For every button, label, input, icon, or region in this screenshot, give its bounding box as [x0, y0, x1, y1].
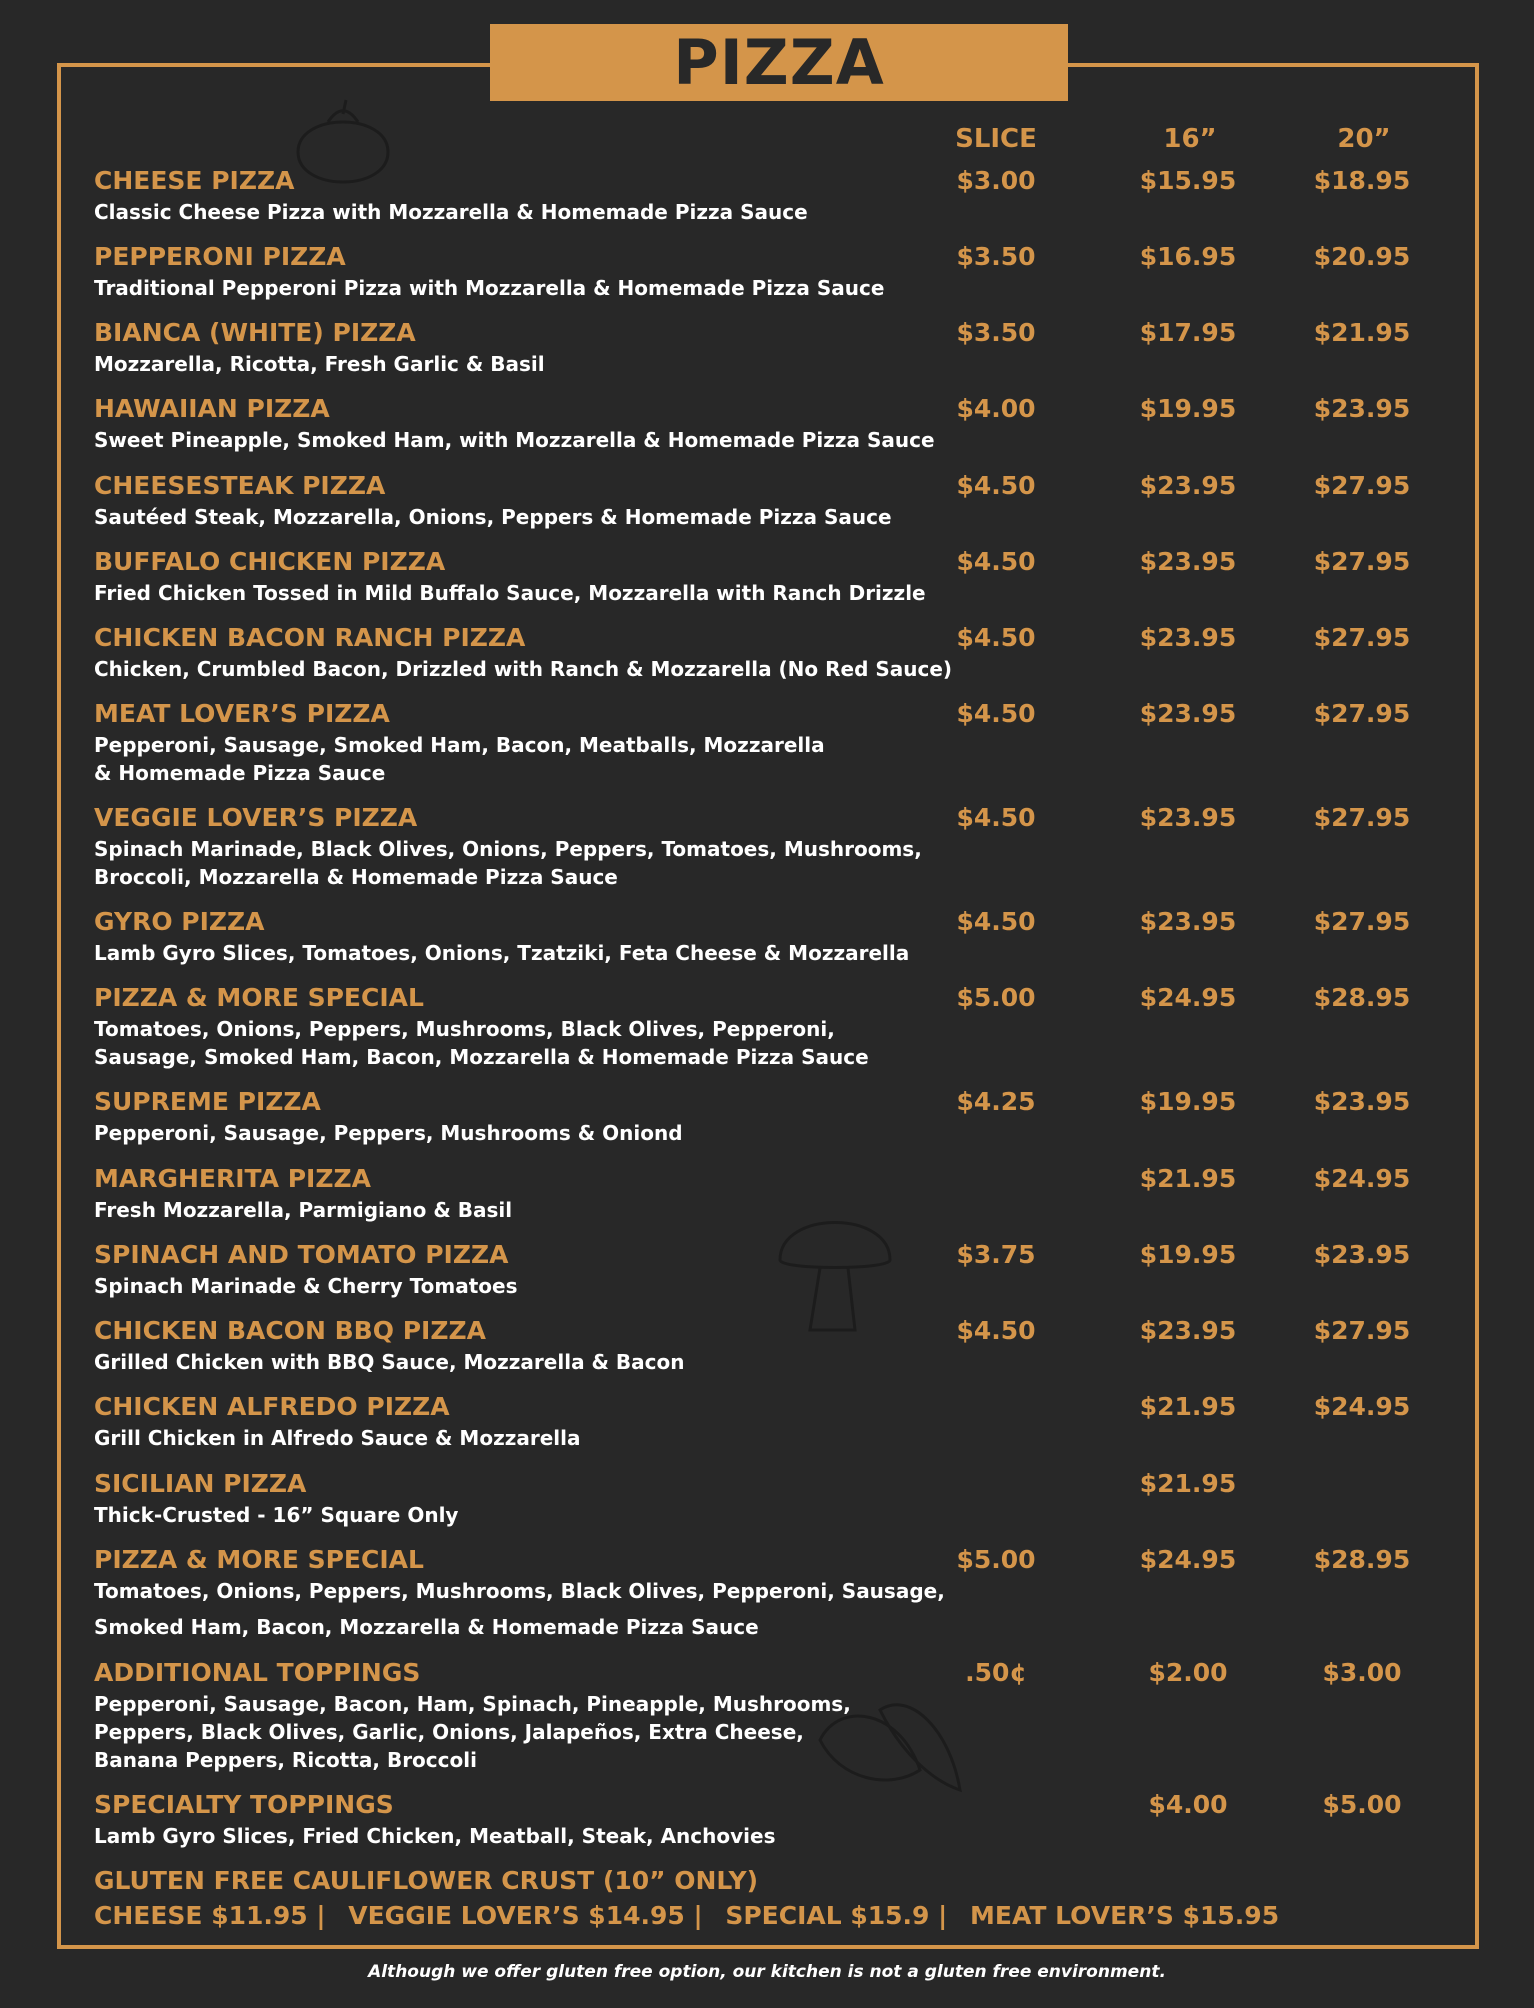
price-16: $19.95 — [1139, 1087, 1237, 1116]
menu-item — [94, 545, 1474, 607]
menu-item — [94, 1390, 1474, 1452]
item-description: Sautéed Steak, Mozzarella, Onions, Peppers & Homemade Pizza Sauce — [94, 505, 892, 529]
price-20: $18.95 — [1313, 166, 1411, 195]
menu-item — [94, 801, 1474, 891]
item-description: Banana Peppers, Ricotta, Broccoli — [94, 1748, 477, 1772]
price-16: $24.95 — [1139, 983, 1237, 1012]
item-name: SPINACH AND TOMATO PIZZA — [94, 1240, 509, 1269]
price-16: $23.95 — [1139, 471, 1237, 500]
price-16: $19.95 — [1139, 394, 1237, 423]
price-16: $23.95 — [1139, 907, 1237, 936]
price-20: $24.95 — [1313, 1392, 1411, 1421]
price-20: $5.00 — [1322, 1790, 1402, 1819]
price-20: $27.95 — [1313, 803, 1411, 832]
price-20: $23.95 — [1313, 1087, 1411, 1116]
item-description: Chicken, Crumbled Bacon, Drizzled with Ranch & Mozzarella (No Red Sauce) — [94, 657, 953, 681]
item-description: Peppers, Black Olives, Garlic, Onions, Jalapeños, Extra Cheese, — [94, 1720, 804, 1744]
price-slice: $4.50 — [956, 547, 1036, 576]
menu-item — [94, 316, 1474, 378]
price-slice: $3.50 — [956, 318, 1036, 347]
item-name: BUFFALO CHICKEN PIZZA — [94, 547, 446, 576]
price-slice: $5.00 — [956, 983, 1036, 1012]
price-20: $23.95 — [1313, 394, 1411, 423]
item-description: Mozzarella, Ricotta, Fresh Garlic & Basil — [94, 352, 545, 376]
item-description: Traditional Pepperoni Pizza with Mozzarella & Homemade Pizza Sauce — [94, 276, 885, 300]
menu-item — [94, 1656, 1474, 1774]
item-name: CHICKEN ALFREDO PIZZA — [94, 1392, 450, 1421]
item-name: SICILIAN PIZZA — [94, 1469, 307, 1498]
price-20: $27.95 — [1313, 547, 1411, 576]
item-description: Tomatoes, Onions, Peppers, Mushrooms, Black Olives, Pepperoni, — [94, 1017, 835, 1041]
gluten-free-title: GLUTEN FREE CAULIFLOWER CRUST (10” ONLY) — [94, 1866, 758, 1895]
menu-item — [94, 1238, 1474, 1300]
price-slice: .50¢ — [965, 1658, 1027, 1687]
column-header-20: 20” — [1337, 124, 1391, 154]
menu-item — [94, 905, 1474, 967]
item-description: Spinach Marinade & Cherry Tomatoes — [94, 1274, 518, 1298]
item-name: CHEESE PIZZA — [94, 166, 295, 195]
gluten-free-options — [94, 1899, 1293, 1933]
menu-item — [94, 1788, 1474, 1850]
item-name: GYRO PIZZA — [94, 907, 265, 936]
item-description: Pepperoni, Sausage, Bacon, Ham, Spinach, Pineapple, Mushrooms, — [94, 1692, 851, 1716]
menu-item — [94, 164, 1474, 226]
menu-item — [94, 981, 1474, 1071]
title-banner — [490, 24, 1068, 101]
price-16: $16.95 — [1139, 242, 1237, 271]
price-20: $27.95 — [1313, 907, 1411, 936]
menu-item — [94, 392, 1474, 454]
menu-item — [94, 1314, 1474, 1376]
item-description: Pepperoni, Sausage, Smoked Ham, Bacon, Meatballs, Mozzarella — [94, 733, 825, 757]
price-16: $2.00 — [1148, 1658, 1228, 1687]
item-name: ADDITIONAL TOPPINGS — [94, 1658, 421, 1687]
price-16: $19.95 — [1139, 1240, 1237, 1269]
item-name: CHICKEN BACON RANCH PIZZA — [94, 623, 526, 652]
menu-item — [94, 469, 1474, 531]
menu-item — [94, 1543, 1474, 1641]
item-description: Fresh Mozzarella, Parmigiano & Basil — [94, 1198, 513, 1222]
price-slice: $4.50 — [956, 1316, 1036, 1345]
item-description: Smoked Ham, Bacon, Mozzarella & Homemade Pizza Sauce — [94, 1615, 759, 1639]
item-description: Broccoli, Mozzarella & Homemade Pizza Sauce — [94, 865, 618, 889]
item-description: Fried Chicken Tossed in Mild Buffalo Sauce, Mozzarella with Ranch Drizzle — [94, 581, 926, 605]
price-16: $21.95 — [1139, 1469, 1237, 1498]
price-20: $27.95 — [1313, 623, 1411, 652]
item-description: Lamb Gyro Slices, Fried Chicken, Meatball, Steak, Anchovies — [94, 1824, 776, 1848]
price-20: $21.95 — [1313, 318, 1411, 347]
item-name: SUPREME PIZZA — [94, 1087, 321, 1116]
price-slice: $4.50 — [956, 623, 1036, 652]
item-name: BIANCA (WHITE) PIZZA — [94, 318, 416, 347]
price-20: $3.00 — [1322, 1658, 1402, 1687]
menu-item — [94, 697, 1474, 787]
column-header-16: 16” — [1163, 124, 1217, 154]
price-20: $20.95 — [1313, 242, 1411, 271]
item-name: CHEESESTEAK PIZZA — [94, 471, 386, 500]
price-20: $28.95 — [1313, 983, 1411, 1012]
price-16: $21.95 — [1139, 1164, 1237, 1193]
item-description: Sweet Pineapple, Smoked Ham, with Mozzarella & Homemade Pizza Sauce — [94, 428, 935, 452]
price-16: $23.95 — [1139, 1316, 1237, 1345]
price-16: $23.95 — [1139, 547, 1237, 576]
item-description: Tomatoes, Onions, Peppers, Mushrooms, Black Olives, Pepperoni, Sausage, — [94, 1579, 945, 1603]
price-16: $4.00 — [1148, 1790, 1228, 1819]
gluten-free-disclaimer: Although we offer gluten free option, our kitchen is not a gluten free environment. — [368, 1962, 1166, 1982]
price-slice: $3.00 — [956, 166, 1036, 195]
item-name: VEGGIE LOVER’S PIZZA — [94, 803, 418, 832]
item-name: PIZZA & MORE SPECIAL — [94, 1545, 424, 1574]
item-description: Lamb Gyro Slices, Tomatoes, Onions, Tzatziki, Feta Cheese & Mozzarella — [94, 941, 910, 965]
price-20: $24.95 — [1313, 1164, 1411, 1193]
item-description: Spinach Marinade, Black Olives, Onions, Peppers, Tomatoes, Mushrooms, — [94, 837, 922, 861]
price-20: $28.95 — [1313, 1545, 1411, 1574]
item-description: Classic Cheese Pizza with Mozzarella & Homemade Pizza Sauce — [94, 200, 808, 224]
menu-item — [94, 1085, 1474, 1147]
item-name: SPECIALTY TOPPINGS — [94, 1790, 394, 1819]
menu-item — [94, 1467, 1474, 1529]
menu-item — [94, 240, 1474, 302]
price-slice: $4.50 — [956, 471, 1036, 500]
price-16: $21.95 — [1139, 1392, 1237, 1421]
item-description: Sausage, Smoked Ham, Bacon, Mozzarella & Homemade Pizza Sauce — [94, 1045, 869, 1069]
price-slice: $4.50 — [956, 803, 1036, 832]
price-20: $27.95 — [1313, 471, 1411, 500]
menu-item — [94, 1162, 1474, 1224]
item-description: & Homemade Pizza Sauce — [94, 761, 386, 785]
price-16: $23.95 — [1139, 803, 1237, 832]
column-header-slice: SLICE — [955, 124, 1037, 154]
gluten-free-option: CHEESE $11.95 | — [94, 1901, 326, 1930]
item-name: HAWAIIAN PIZZA — [94, 394, 330, 423]
item-description: Pepperoni, Sausage, Peppers, Mushrooms & Oniond — [94, 1121, 683, 1145]
price-16: $15.95 — [1139, 166, 1237, 195]
price-slice: $4.50 — [956, 699, 1036, 728]
price-slice: $4.25 — [956, 1087, 1036, 1116]
price-20: $23.95 — [1313, 1240, 1411, 1269]
price-slice: $3.75 — [956, 1240, 1036, 1269]
price-16: $23.95 — [1139, 623, 1237, 652]
item-description: Grill Chicken in Alfredo Sauce & Mozzarella — [94, 1426, 581, 1450]
price-16: $23.95 — [1139, 699, 1237, 728]
price-slice: $5.00 — [956, 1545, 1036, 1574]
item-name: PIZZA & MORE SPECIAL — [94, 983, 424, 1012]
price-20: $27.95 — [1313, 1316, 1411, 1345]
price-20: $27.95 — [1313, 699, 1411, 728]
gluten-free-option: VEGGIE LOVER’S $14.95 | — [348, 1901, 703, 1930]
price-slice: $4.50 — [956, 907, 1036, 936]
price-slice: $4.00 — [956, 394, 1036, 423]
item-name: PEPPERONI PIZZA — [94, 242, 346, 271]
gluten-free-option: SPECIAL $15.9 | — [725, 1901, 948, 1930]
price-slice: $3.50 — [956, 242, 1036, 271]
item-name: MARGHERITA PIZZA — [94, 1164, 371, 1193]
item-name: CHICKEN BACON BBQ PIZZA — [94, 1316, 486, 1345]
price-16: $24.95 — [1139, 1545, 1237, 1574]
item-description: Thick-Crusted - 16” Square Only — [94, 1503, 459, 1527]
gluten-free-option: MEAT LOVER’S $15.95 — [970, 1901, 1280, 1930]
item-name: MEAT LOVER’S PIZZA — [94, 699, 390, 728]
menu-item — [94, 621, 1474, 683]
price-16: $17.95 — [1139, 318, 1237, 347]
menu-title: PIZZA — [673, 25, 885, 99]
item-description: Grilled Chicken with BBQ Sauce, Mozzarella & Bacon — [94, 1350, 685, 1374]
